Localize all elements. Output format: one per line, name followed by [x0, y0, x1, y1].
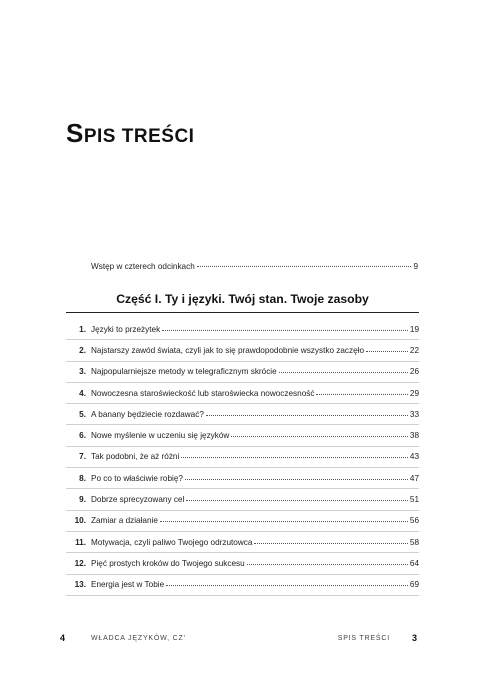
toc-entry-number: 11. [75, 537, 86, 547]
dot-leader [160, 521, 408, 522]
toc-entry-title: Nowe myślenie w uczeniu się języków [91, 431, 230, 441]
toc-entry-page: 64 [409, 558, 419, 568]
toc-entry[interactable] [66, 532, 419, 553]
toc-list [66, 319, 419, 596]
dot-leader [185, 479, 408, 480]
toc-entry-number: 13. [74, 580, 86, 590]
toc-entry[interactable] [66, 340, 419, 361]
toc-entry-number: 5. [79, 409, 86, 419]
toc-entry[interactable] [66, 383, 419, 404]
toc-entry-number: 12. [74, 558, 86, 568]
toc-entry[interactable] [66, 575, 419, 596]
page-title [66, 118, 194, 149]
toc-entry-title: Najstarszy zawód świata, czyli jak to się prawdopodobnie wszystko zaczęło [91, 345, 365, 355]
toc-entry[interactable] [66, 319, 419, 340]
toc-entry-page: 29 [409, 388, 419, 398]
toc-entry[interactable] [66, 468, 419, 489]
toc-entry-title: Zamiar a działanie [91, 516, 158, 526]
toc-entry[interactable] [66, 489, 419, 510]
toc-entry-number: 4. [79, 388, 86, 398]
toc-entry[interactable] [66, 511, 419, 532]
dot-leader [247, 564, 408, 565]
dot-leader [366, 351, 408, 352]
toc-entry-number: 8. [79, 473, 86, 483]
toc-entry-title: Najpopularniejsze metody w telegraficznym skrócie [91, 367, 277, 377]
footer-right-running-title: SPIS TREŚCI [337, 634, 390, 642]
dot-leader [316, 394, 407, 395]
dot-leader [162, 330, 408, 331]
toc-entry-number: 6. [79, 431, 86, 441]
toc-entry-page: 47 [409, 473, 419, 483]
toc-entry-number: 2. [79, 345, 86, 355]
toc-entry-page: 22 [409, 345, 419, 355]
toc-entry-page: 33 [409, 409, 419, 419]
toc-entry-page: 56 [409, 516, 419, 526]
toc-entry-page: 26 [409, 367, 419, 377]
dot-leader [197, 266, 412, 267]
dot-leader [206, 415, 408, 416]
toc-entry-number: 10. [74, 516, 86, 526]
dot-leader [279, 372, 408, 373]
toc-entry[interactable] [66, 447, 419, 468]
toc-entry-page: 69 [409, 580, 419, 590]
toc-entry-title: A banany będziecie rozdawać? [91, 409, 204, 419]
intro-entry-page: 9 [413, 262, 418, 271]
toc-entry-title: Pięć prostych kroków do Twojego sukcesu [91, 558, 245, 568]
toc-entry-title: Motywacja, czyli paliwo Twojego odrzutowca [91, 537, 253, 547]
title-part-b: CI [174, 126, 195, 147]
title-initial: S [66, 118, 84, 148]
toc-entry-number: 9. [79, 495, 86, 505]
footer-left-page-number: 4 [60, 633, 66, 643]
intro-entry[interactable] [91, 262, 418, 276]
toc-entry-title: Dobrze sprecyzowany cel [91, 495, 185, 505]
toc-entry-title: Tak podobni, że aż różni [91, 452, 180, 462]
toc-entry-title: Energia jest w Tobie [91, 580, 165, 590]
toc-entry-page: 58 [409, 537, 419, 547]
title-part-a: PIS TRE [83, 126, 162, 147]
toc-entry-title: Języki to przeżytek [91, 324, 161, 334]
toc-entry-page: 38 [409, 431, 419, 441]
toc-entry-page: 19 [409, 324, 419, 334]
toc-entry[interactable] [66, 404, 419, 425]
footer-left-running-title: WŁADCA JĘZYKÓW, CZ' [91, 634, 186, 642]
dot-leader [186, 500, 408, 501]
title-part-s: Ś [161, 126, 175, 147]
toc-entry[interactable] [66, 425, 419, 446]
footer-right [338, 631, 417, 645]
footer-right-page-number: 3 [411, 633, 417, 643]
toc-entry-title: Po co to właściwie robię? [91, 473, 183, 483]
dot-leader [181, 457, 408, 458]
toc-entry-number: 1. [79, 324, 86, 334]
toc-entry[interactable] [66, 553, 419, 574]
toc-entry-number: 3. [79, 367, 86, 377]
intro-entry-text: Wstęp w czterech odcinkach [91, 262, 195, 271]
toc-entry[interactable] [66, 362, 419, 383]
dot-leader [254, 543, 407, 544]
section-heading: Część I. Ty i języki. Twój stan. Twoje zasoby [66, 289, 419, 313]
dot-leader [231, 436, 408, 437]
dot-leader [166, 585, 408, 586]
toc-entry-title: Nowoczesna staroświeckość lub staroświecka nowoczesność [91, 388, 315, 398]
toc-entry-page: 51 [409, 495, 419, 505]
toc-entry-number: 7. [79, 452, 86, 462]
toc-entry-page: 43 [409, 452, 419, 462]
footer-left [60, 631, 186, 645]
